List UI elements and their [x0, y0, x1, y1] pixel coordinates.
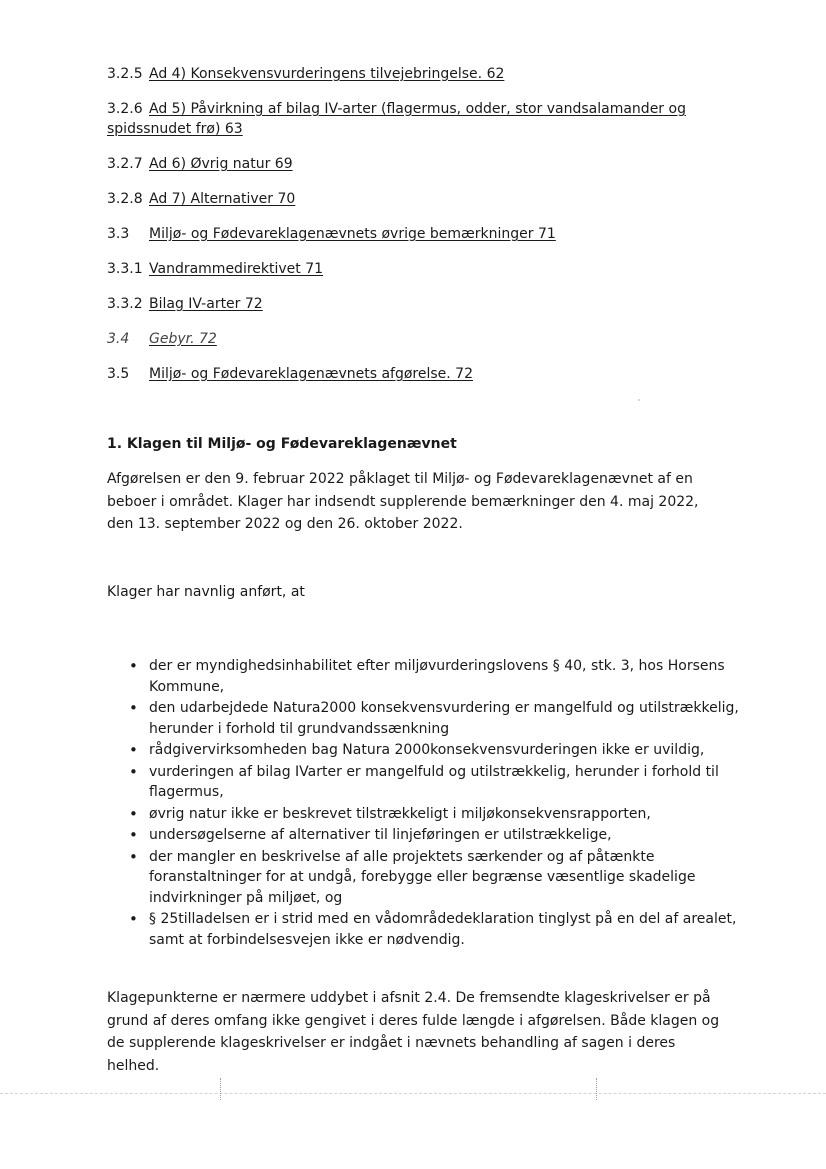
list-item: • der mangler en beskrivelse af alle projektets særkender og af påtænkte foranstaltninger for at undgå, forebygge eller begrænse væsentlige skadelige indvirkninger på miljøet, og [149, 847, 769, 909]
toc-label: Ad 6) Øvrig natur 69 [149, 156, 293, 172]
list-item: • der er myndighedsinhabilitet efter miljøvurderingslovens § 40, stk. 3, hos Horsens Kommune, [149, 656, 769, 697]
toc-entry-3-2-8[interactable] [107, 189, 727, 209]
toc-label: Ad 7) Alternativer 70 [149, 191, 296, 207]
toc-number: 3.2.7 [107, 156, 143, 172]
toc-label: Ad 5) Påvirkning af bilag IV-arter (flagermus, odder, stor vandsalamander og spidssnudet frø) 63 [107, 101, 686, 137]
list-item: • rådgivervirksomheden bag Natura 2000konsekvensvurderingen ikke er uvildig, [149, 740, 769, 761]
list-item: • undersøgelserne af alternativer til linjeføringen er utilstrækkelige, [149, 825, 769, 846]
toc-label: Miljø- og Fødevareklagenævnets øvrige bemærkninger 71 [149, 226, 556, 242]
toc-number: 3.2.5 [107, 66, 143, 82]
claims-list [107, 656, 769, 951]
toc-label: Vandrammedirektivet 71 [149, 261, 324, 277]
paragraph-claims-detail: Klagepunkterne er nærmere uddybet i afsnit 2.4. De fremsendte klageskrivelser er på grund af deres omfang ikke gengivet i deres fulde længde i afgørelsen. Både klagen og de supplerende klageskrivelser er indgået i nævnets behandling af sagen i deres helhed. [107, 990, 720, 1074]
toc-entry-3-2-5[interactable] [107, 64, 727, 84]
toc-label: Bilag IV-arter 72 [149, 296, 263, 312]
toc-entry-3-2-6[interactable] [107, 99, 727, 139]
list-item: • øvrig natur ikke er beskrevet tilstrækkeligt i miljøkonsekvensrapporten, [149, 804, 769, 825]
toc-entry-3-2-7[interactable] [107, 154, 727, 174]
scan-speck [638, 399, 640, 401]
toc-number: 3.4 [107, 331, 130, 347]
scan-mark [596, 1078, 599, 1100]
list-item: • den udarbejdede Natura2000 konsekvensvurdering er mangelfuld og utilstrækkelig, herunder i forhold til grundvandssænkning [149, 698, 769, 739]
toc-label: Ad 4) Konsekvensvurderingens tilvejebringelse. 62 [149, 66, 505, 82]
scan-mark [220, 1078, 223, 1100]
toc-number: 3.2.6 [107, 101, 143, 117]
toc-number: 3.3.1 [107, 261, 143, 277]
toc-number: 3.2.8 [107, 191, 143, 207]
list-item: • § 25tilladelsen er i strid med en vådområdedeklaration tinglyst på en del af arealet, samt at forbindelsesvejen ikke er nødvendig. [149, 909, 769, 950]
page-fold-line [0, 1093, 826, 1094]
toc-entry-3-3[interactable] [107, 224, 727, 244]
table-of-contents [107, 64, 727, 399]
toc-entry-3-5[interactable] [107, 364, 727, 384]
toc-number: 3.3.2 [107, 296, 143, 312]
toc-entry-3-3-2[interactable] [107, 294, 727, 314]
paragraph-complaint-intro: Afgørelsen er den 9. februar 2022 påklaget til Miljø- og Fødevareklagenævnet af en beboer i området. Klager har indsendt supplerende bemærkninger den 4. maj 2022, den 13. september 2022 og den 26. oktober 2022. [107, 471, 699, 532]
toc-label: Miljø- og Fødevareklagenævnets afgørelse. 72 [149, 366, 473, 382]
toc-number: 3.3 [107, 226, 130, 242]
section-heading: 1. Klagen til Miljø- og Fødevareklagenævnet [107, 436, 457, 452]
list-item: • vurderingen af bilag IVarter er mangelfuld og utilstrækkelig, herunder i forhold til flagermus, [149, 762, 769, 803]
toc-number: 3.5 [107, 366, 130, 382]
paragraph-claims-lead: Klager har navnlig anført, at [107, 584, 305, 600]
toc-entry-3-4[interactable] [107, 329, 727, 349]
toc-label: Gebyr. 72 [149, 331, 217, 347]
toc-entry-3-3-1[interactable] [107, 259, 727, 279]
